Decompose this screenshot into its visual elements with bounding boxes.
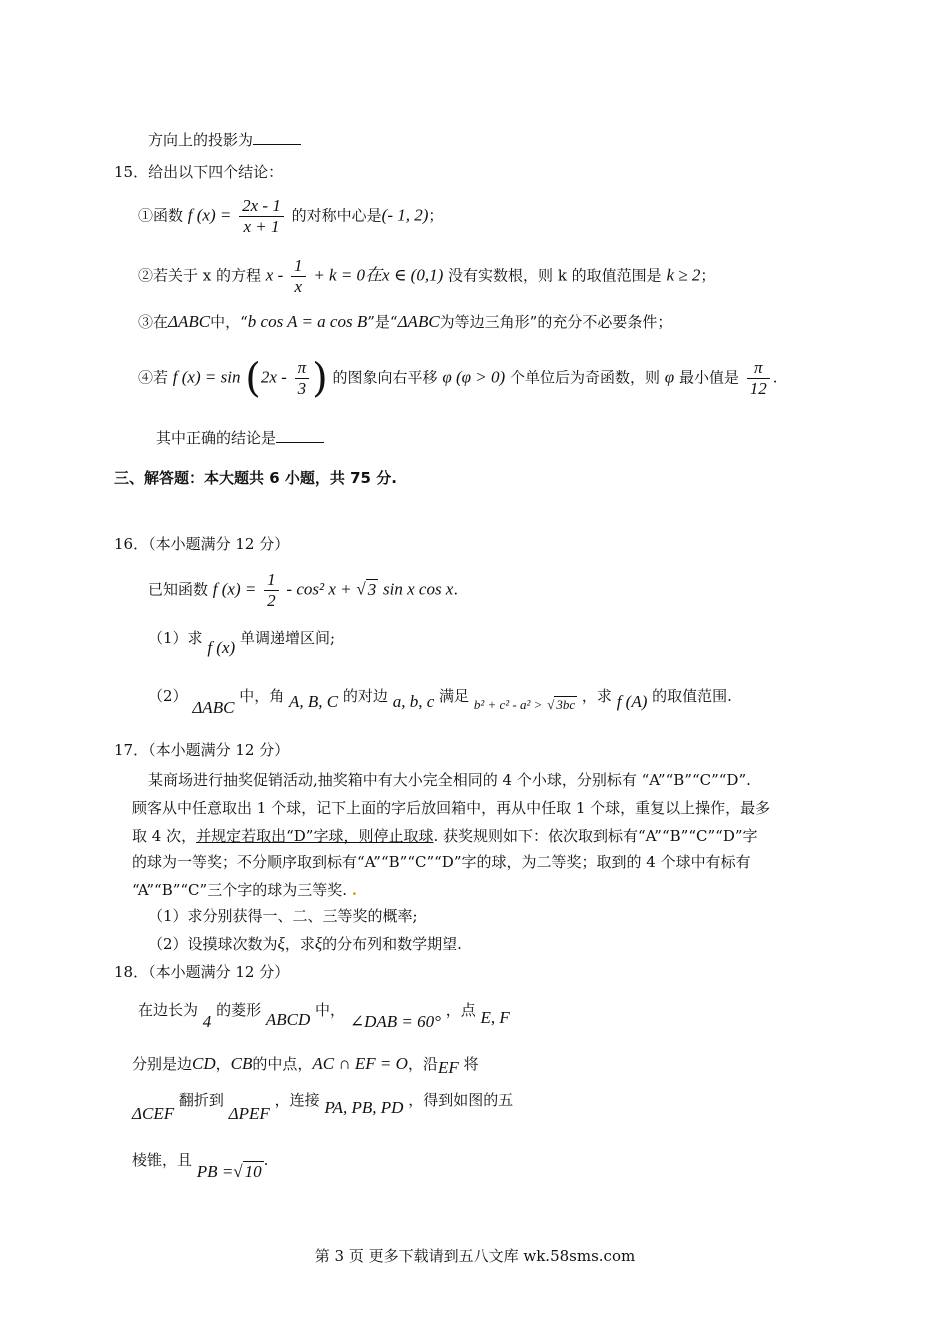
q14-continuation: 方向上的投影为 bbox=[148, 130, 301, 150]
q16-part-2: （2） ΔABC 中，角 A, B, C 的对边 a, b, c 满足 b² + c² - a² > √ 3bc ，求 f (A) 的取值范围. bbox=[148, 687, 732, 717]
q17-line-5: “A”“B”“C”三个字的球为三等奖. . bbox=[132, 881, 357, 899]
q15-item-1: ①函数 f (x) = $\frac{2x - 1}{x + 1}$ 的对称中心是(- 1, 2)； bbox=[138, 196, 444, 236]
q17-header: 17．（本小题满分 12 分） bbox=[114, 741, 290, 759]
q16-header: 16．（本小题满分 12 分） bbox=[114, 535, 290, 553]
q18-header: 18．（本小题满分 12 分） bbox=[114, 963, 290, 981]
fraction: $\frac{1}{x}$ bbox=[291, 256, 306, 297]
q17-line-2: 顾客从中任意取出 1 个球，记下上面的字后放回箱中，再从中任取 1 个球，重复以上操作，最多 bbox=[132, 799, 771, 817]
fraction: $\frac{2x - 1}{x + 1}$ bbox=[239, 196, 284, 237]
q15-item-4: ④若 f (x) = sin (2x - $\frac{\pi}{3}$ ) 的图象向右平移 φ (φ > 0) 个单位后为奇函数，则 φ 最小值是 $\frac{\pi}{12}$ . bbox=[138, 355, 778, 402]
q16-given: 已知函数 f (x) = $\frac{1}{2}$ - cos² x + √ 3 sin x cos x. bbox=[148, 570, 459, 610]
q15-item-3: ③在ΔABC中，“b cos A = a cos B”是“ΔABC为等边三角形”的充分不必要条件； bbox=[138, 312, 673, 331]
q17-line-4: 的球为一等奖；不分顺序取到标有“A”“B”“C”“D”字的球，为二等奖；取到的 4 个球中有标有 bbox=[132, 853, 751, 871]
fraction: $\frac{\pi}{3}$ bbox=[295, 358, 310, 399]
q17-part-2: （2）设摸球次数为ξ，求ξ的分布列和数学期望. bbox=[148, 934, 462, 953]
fraction: $\frac{1}{2}$ bbox=[264, 570, 279, 611]
fraction: $\frac{\pi}{12}$ bbox=[747, 358, 770, 399]
page-footer: 第 3 页 更多下载请到五八文库 wk.58sms.com bbox=[314, 1247, 636, 1265]
answer-blank bbox=[276, 428, 324, 443]
q17-line-1: 某商场进行抽奖促销活动,抽奖箱中有大小完全相同的 4 个小球，分别标有 “A”“B”“C”“D”. bbox=[148, 771, 751, 789]
q16-part-1: （1）求 f (x) 单调递增区间; bbox=[148, 629, 336, 657]
q15-item-2: ②若关于 x 的方程 x - $\frac{1}{x}$ + k = 0在x ∈ (0,1) 没有实数根，则 k 的取值范围是 k ≥ 2； bbox=[138, 256, 716, 296]
q15-tail: 其中正确的结论是 bbox=[156, 428, 324, 448]
q18-line-4: 棱锥，且 PB =√ 10. bbox=[132, 1151, 269, 1181]
q15-header: 15．给出以下四个结论： bbox=[114, 163, 284, 181]
q18-line-1: 在边长为 4 的菱形 ABCD 中， ∠DAB = 60° ，点 E, F bbox=[138, 1001, 510, 1031]
q17-line-3: 取 4 次，并规定若取出“D”字球，则停止取球. 获奖规则如下：依次取到标有“A”“B”“C”“D”字 bbox=[132, 827, 758, 845]
section-heading: 三、解答题：本大题共 6 小题，共 75 分. bbox=[114, 469, 397, 487]
q18-line-3: ΔCEF 翻折到 ΔPEF ，连接 PA, PB, PD ，得到如图的五 bbox=[132, 1091, 514, 1123]
q18-line-2: 分别是边CD，CB的中点，AC ∩ EF = O，沿EF 将 bbox=[132, 1054, 479, 1077]
q17-part-1: （1）求分别获得一、二、三等奖的概率; bbox=[148, 907, 418, 925]
answer-blank bbox=[253, 130, 301, 145]
